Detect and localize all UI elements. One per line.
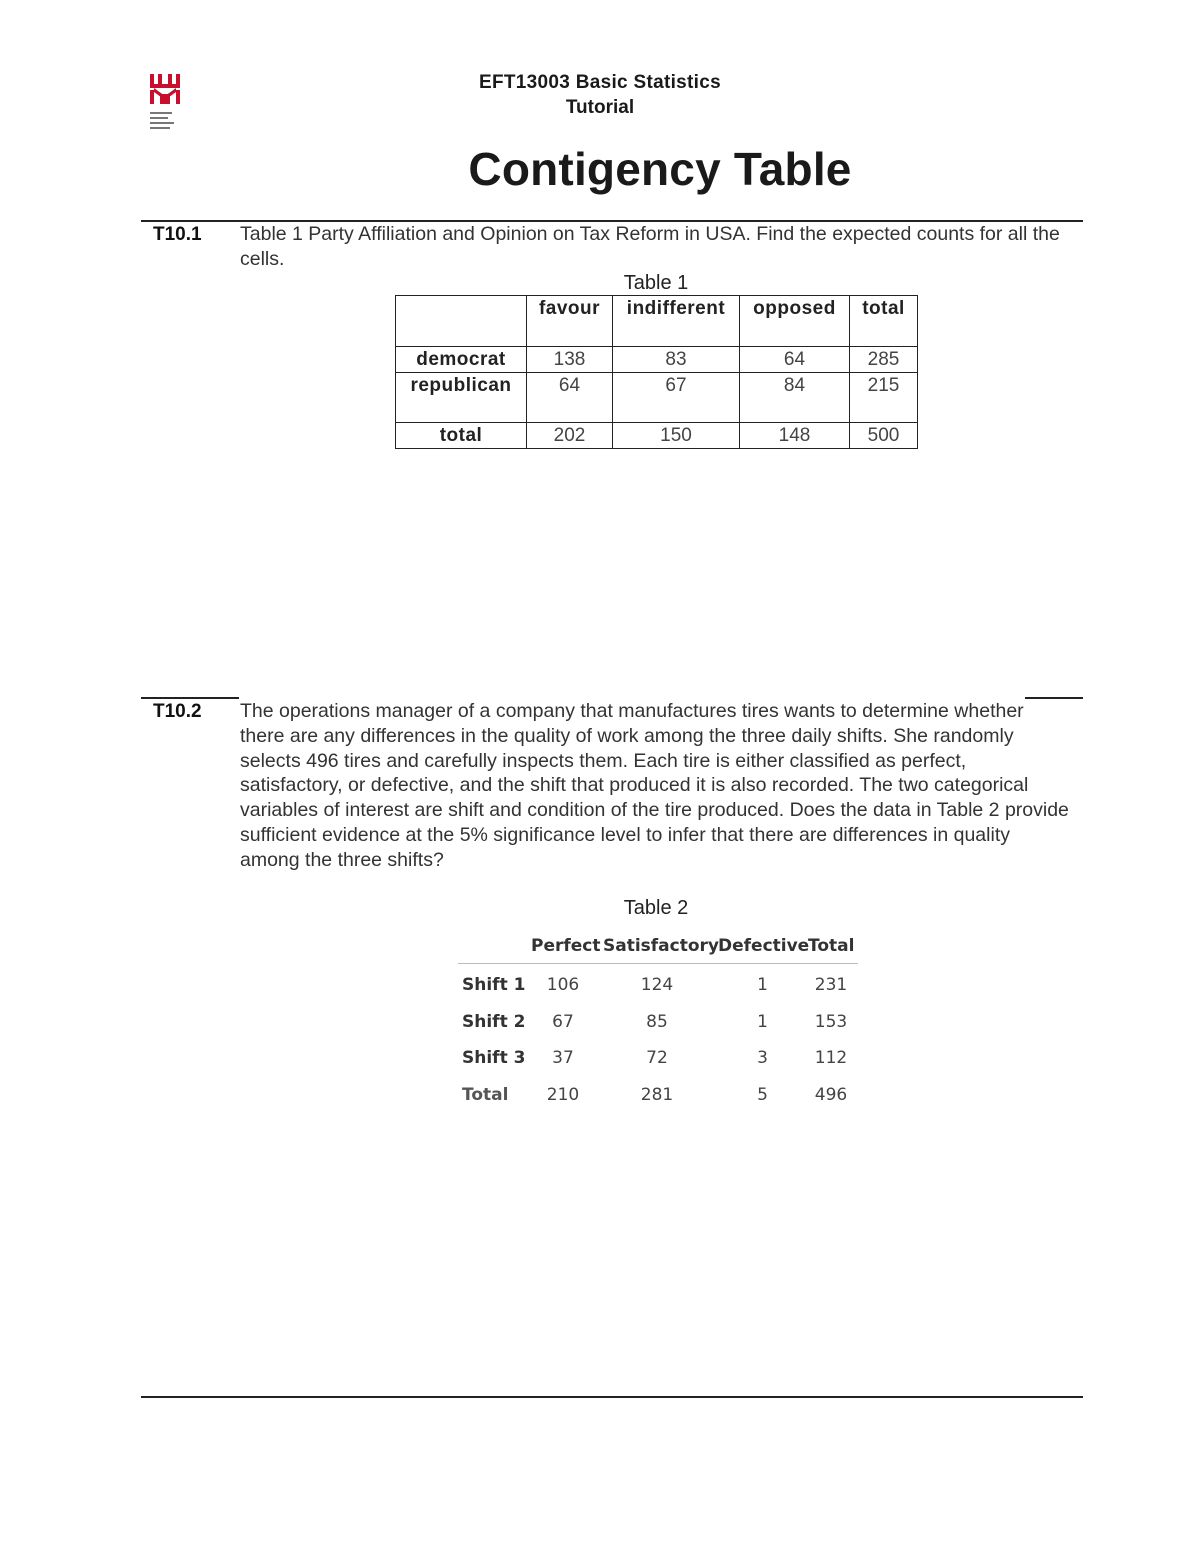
table-cell: 85 [646, 1012, 668, 1032]
row-label-republican: republican [396, 373, 527, 423]
table-cell: 153 [814, 1012, 848, 1032]
course-title: EFT13003 Basic Statistics [479, 72, 721, 93]
table-1-corner-cell [396, 296, 527, 347]
table-2 [458, 930, 858, 1110]
table-cell: 148 [740, 423, 850, 449]
table-1-caption: Table 1 [623, 272, 689, 294]
table-cell: 72 [646, 1048, 668, 1068]
table-2-header-perfect: Perfect [531, 936, 601, 956]
table-row [396, 373, 918, 423]
table-cell: 106 [546, 975, 580, 995]
table-cell: 67 [613, 373, 740, 423]
table-1-header-row [396, 296, 918, 347]
table-cell: 112 [814, 1048, 848, 1068]
row-label-shift-1: Shift 1 [462, 975, 526, 995]
question-number-1: T10.1 [153, 224, 202, 245]
divider-q2-left [141, 697, 239, 699]
table-cell: 124 [640, 975, 674, 995]
table-cell: 285 [850, 347, 918, 373]
table-cell: 1 [757, 975, 768, 995]
table-2-header-satisfactory: Satisfactory [603, 936, 720, 956]
page-title: Contigency Table [468, 143, 852, 195]
row-label-total: total [396, 423, 527, 449]
divider-bottom [141, 1396, 1083, 1398]
table-row [396, 423, 918, 449]
table-cell: 231 [814, 975, 848, 995]
table-cell: 3 [757, 1048, 768, 1068]
table-2-caption: Table 2 [623, 897, 689, 919]
table-row [396, 347, 918, 373]
question-number-2: T10.2 [153, 701, 202, 722]
question-text-1: Table 1 Party Affiliation and Opinion on Tax Reform in USA. Find the expected counts for all the cells. [240, 223, 1060, 270]
row-label-democrat: democrat [396, 347, 527, 373]
table-cell: 496 [814, 1085, 848, 1105]
row-label-shift-2: Shift 2 [462, 1012, 526, 1032]
table-cell: 64 [740, 347, 850, 373]
table-cell: 138 [527, 347, 613, 373]
table-cell: 281 [640, 1085, 674, 1105]
table-cell: 37 [552, 1048, 574, 1068]
row-label-shift-3: Shift 3 [462, 1048, 526, 1068]
row-label-total: Total [462, 1085, 509, 1105]
question-text-2: The operations manager of a company that manufactures tires wants to determine whether there are any differences in the quality of work among the three daily shifts. She randomly selects 496 tires and carefully inspects them. Each tire is either classified as perfect, satisfactory, or defective, and the shift that produced it is also recorded. The two categorical variables of interest are shift and condition of the tire produced. Does the data in Table 2 provide sufficient evidence at the 5% significance level to infer that there are differences in quality among the three shifts? [240, 700, 1069, 871]
table-1 [395, 295, 918, 449]
table-cell: 84 [740, 373, 850, 423]
table-1-header-opposed: opposed [740, 296, 850, 347]
table-cell: 150 [613, 423, 740, 449]
table-1-header-favour: favour [527, 296, 613, 347]
table-1-header-indifferent: indifferent [613, 296, 740, 347]
table-cell: 202 [527, 423, 613, 449]
course-subtitle: Tutorial [565, 97, 635, 118]
table-cell: 1 [757, 1012, 768, 1032]
table-2-header-rule [458, 963, 858, 964]
table-cell: 67 [552, 1012, 574, 1032]
table-cell: 83 [613, 347, 740, 373]
table-2-header-defective: Defective [718, 936, 810, 956]
table-1-header-total: total [850, 296, 918, 347]
table-cell: 215 [850, 373, 918, 423]
table-cell: 210 [546, 1085, 580, 1105]
table-cell: 500 [850, 423, 918, 449]
table-2-header-total: Total [808, 936, 855, 956]
table-cell: 5 [757, 1085, 768, 1105]
table-cell: 64 [527, 373, 613, 423]
